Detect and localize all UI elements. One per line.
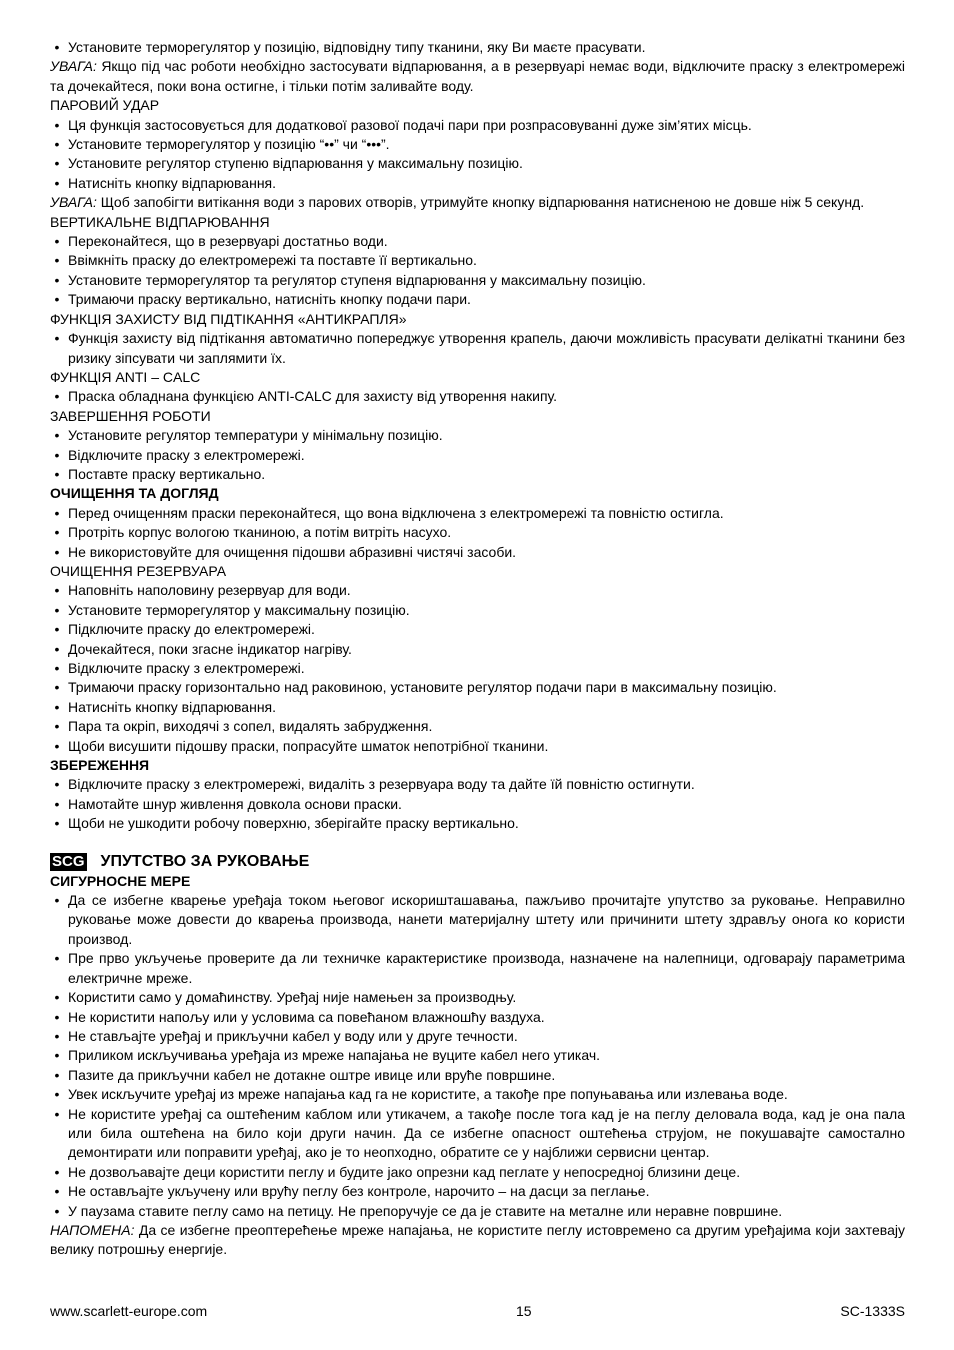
list-item: • Тримаючи праску вертикально, натисніть кнопку подачи пари.	[54, 291, 471, 308]
list-item: • Не використовуйте для очищення підошви абразивні чистячі засоби.	[54, 543, 517, 560]
list-item: • Натисніть кнопку відпарювання.	[54, 698, 277, 715]
list-item: • Переконайтеся, що в резервуарі достатньо води.	[54, 233, 388, 250]
list-item: • Установите терморегулятор та регулятор ступеня відпарювання у максимальну позицію.	[54, 271, 646, 288]
list-item: • Не стављајте уређај и прикључни кабел у воду или у друге течности.	[54, 1027, 518, 1044]
list-item: • Щоби не ушкодити робочу поверхню, зберігайте праску вертикально.	[54, 815, 519, 832]
language-badge: SCG	[52, 852, 85, 870]
list-item: • Натисніть кнопку відпарювання.	[54, 174, 277, 191]
warning-note: УВАГА: Якщо під час роботи необхідно застосувати відпарювання, а в резервуарі немає води, відключите праску з електромережі та дочекайтеся, поки вона остигне, і тільки потім заливайте воду.	[50, 58, 905, 94]
page-content	[50, 38, 905, 1260]
list-item: • Поставте праску вертикально.	[54, 465, 266, 482]
list-item: • Увек искључите уређај из мреже напајања кад га не користите, а такође пре попуњавања или излевања воде.	[54, 1086, 788, 1103]
list-item: • Дочекайтеся, поки згасне індикатор нагріву.	[54, 640, 352, 657]
list-item: • Установите регулятор температури у мінімальну позицію.	[54, 427, 443, 444]
anticalc-list	[50, 387, 905, 406]
list-item: • Установите регулятор ступеню відпарювання у максимальну позицію.	[54, 155, 523, 172]
list-item: • Приликом искључивања уређаја из мреже напајања не вуците кабел него утикач.	[54, 1047, 601, 1064]
list-item: • Да се избегне кварење уређаја током његовог искоришташавања, пажљиво прочитајте упутство за руковање. Неправилно руковање може довести до кварења производа, нанети материјалну штету или причинити штету здрављу онога ко користи производ.	[54, 892, 905, 947]
warning-note: НАПОМЕНА: Да се избегне преоптерећење мреже напајања, не користите пеглу истовремено са другим уређајима који захтевају велику потрошњу енергије.	[50, 1221, 905, 1258]
list-item: • У паузама ставите пеглу само на петицу. Не препоручује се да је ставите на металне или неравне површине.	[54, 1202, 783, 1219]
section-heading: ФУНКЦІЯ ЗАХИСТУ ВІД ПІДТІКАННЯ «АНТИКРАПЛЯ»	[50, 310, 407, 327]
list-item: • Установите терморегулятор у позицію “••” чи “•••”.	[54, 136, 390, 153]
vertical-steam-list	[50, 232, 905, 310]
list-item: • Не користите уређај са оштећеним каблом или утикачем, а такође после тога кад је на пеглу деловала вода, кад је она пала или била оштећена на било који други начин. Да се избегне опасност оштећења струјом, не покушавајте самостално демонтирати или поправити уређај, ако је то неопходно, обратите се у најближи сервисни центар.	[54, 1105, 905, 1161]
antidrip-list	[50, 329, 905, 368]
intro-list	[50, 38, 905, 57]
list-item: • Функція захисту від підтікання автоматично попереджує утворення крапель, даючи можливість прасувати делікатні тканини без ризику зіпсувати чи заплямити їх.	[54, 330, 905, 366]
list-item: • Наповніть наполовину резервуар для води.	[54, 582, 351, 599]
section-heading: ЗБЕРЕЖЕННЯ	[50, 757, 150, 774]
list-item: • Не дозвољавајте деци користити пеглу и будите јако опрезни кад пеглате у непосредној близини деце.	[54, 1163, 741, 1180]
warning-note: УВАГА: Щоб запобігти витікання води з парових отворів, утримуйте кнопку відпарювання натисненою не довше ніж 5 секунд.	[50, 194, 865, 211]
list-item: • Користити само у домаћинству. Уређај није намењен за производњу.	[54, 989, 517, 1006]
section-heading: ЗАВЕРШЕННЯ РОБОТИ	[50, 407, 211, 424]
list-item: • Відключите праску з електромережі.	[54, 660, 305, 676]
section-heading: ОЧИЩЕННЯ ТА ДОГЛЯД	[50, 485, 219, 502]
section-heading: ФУНКЦІЯ ANTI – CALC	[50, 368, 201, 385]
list-item: • Тримаючи праску горизонтально над раковиною, установите регулятор подачи пари в максимальну позицію.	[54, 679, 777, 696]
list-item: • Намотайте шнур живлення довкола основи праски.	[54, 795, 402, 812]
section-heading: ПАРОВИЙ УДАР	[50, 97, 160, 114]
list-item: • Пара та окріп, виходячі з сопел, видалять забрудження.	[54, 718, 433, 735]
list-item: • Установите терморегулятор у позицію, відповідну типу тканини, яку Ви маєте прасувати.	[54, 39, 646, 55]
list-item: • Праска обладнана функцією ANTI-CALC для захисту від утворення накипу.	[54, 388, 558, 405]
language-section-title	[50, 852, 905, 872]
storage-list	[50, 775, 905, 833]
list-item: • Відключите праску з електромережі.	[54, 446, 305, 463]
list-item: • Щоби висушити підошву праски, попрасуйте шматок непотрібної тканини.	[54, 737, 549, 754]
list-item: • Ввімкніть праску до електромережі та поставте її вертикально.	[54, 252, 477, 269]
list-item: • Пазите да прикључни кабел не дотакне оштре ивице или вруће површине.	[54, 1066, 556, 1083]
section-heading: ВЕРТИКАЛЬНЕ ВІДПАРЮВАННЯ	[50, 213, 270, 230]
safety-list	[50, 891, 905, 1221]
list-item: • Перед очищенням праски переконайтеся, що вона відключена з електромережі та повністю остигла.	[54, 504, 724, 521]
steam-burst-list	[50, 116, 905, 194]
model-number: SC-1333S	[840, 1303, 905, 1319]
list-item: • Протріть корпус вологою тканиною, а потім витріть насухо.	[54, 524, 452, 541]
list-item: • Не остављајте укључену или врућу пеглу без контроле, нарочито – на дасци за пеглање.	[54, 1183, 650, 1200]
list-item: • Ця функція застосовується для додаткової разової подачі пари при розпрасовуванні дуже зім’ятих місць.	[54, 116, 752, 133]
list-item: • Підключите праску до електромережі.	[54, 621, 315, 638]
manual-title: УПУТСТВО ЗА РУКОВАЊЕ	[100, 852, 310, 870]
reservoir-list	[50, 581, 905, 756]
list-item: • Відключите праску з електромережі, видаліть з резервуара воду та дайте їй повністю остигнути.	[54, 776, 695, 793]
page-number: 15	[516, 1303, 532, 1319]
list-item: • Пре прво укључење проверите да ли техничке карактеристике производа, назначене на налепници, одговарају параметрима електричне мреже.	[54, 950, 905, 986]
website-link[interactable]: www.scarlett-europe.com	[50, 1303, 208, 1319]
cleaning-list	[50, 504, 905, 562]
finish-list	[50, 426, 905, 484]
list-item: • Установите терморегулятор у максимальну позицію.	[54, 601, 410, 618]
page-footer	[50, 1303, 905, 1319]
section-heading: ОЧИЩЕННЯ РЕЗЕРВУАРА	[50, 562, 227, 579]
list-item: • Не користити напољу или у условима са повећаном влажношћу ваздуха.	[54, 1008, 545, 1025]
section-heading: СИГУРНОСНЕ МЕРЕ	[50, 872, 191, 889]
